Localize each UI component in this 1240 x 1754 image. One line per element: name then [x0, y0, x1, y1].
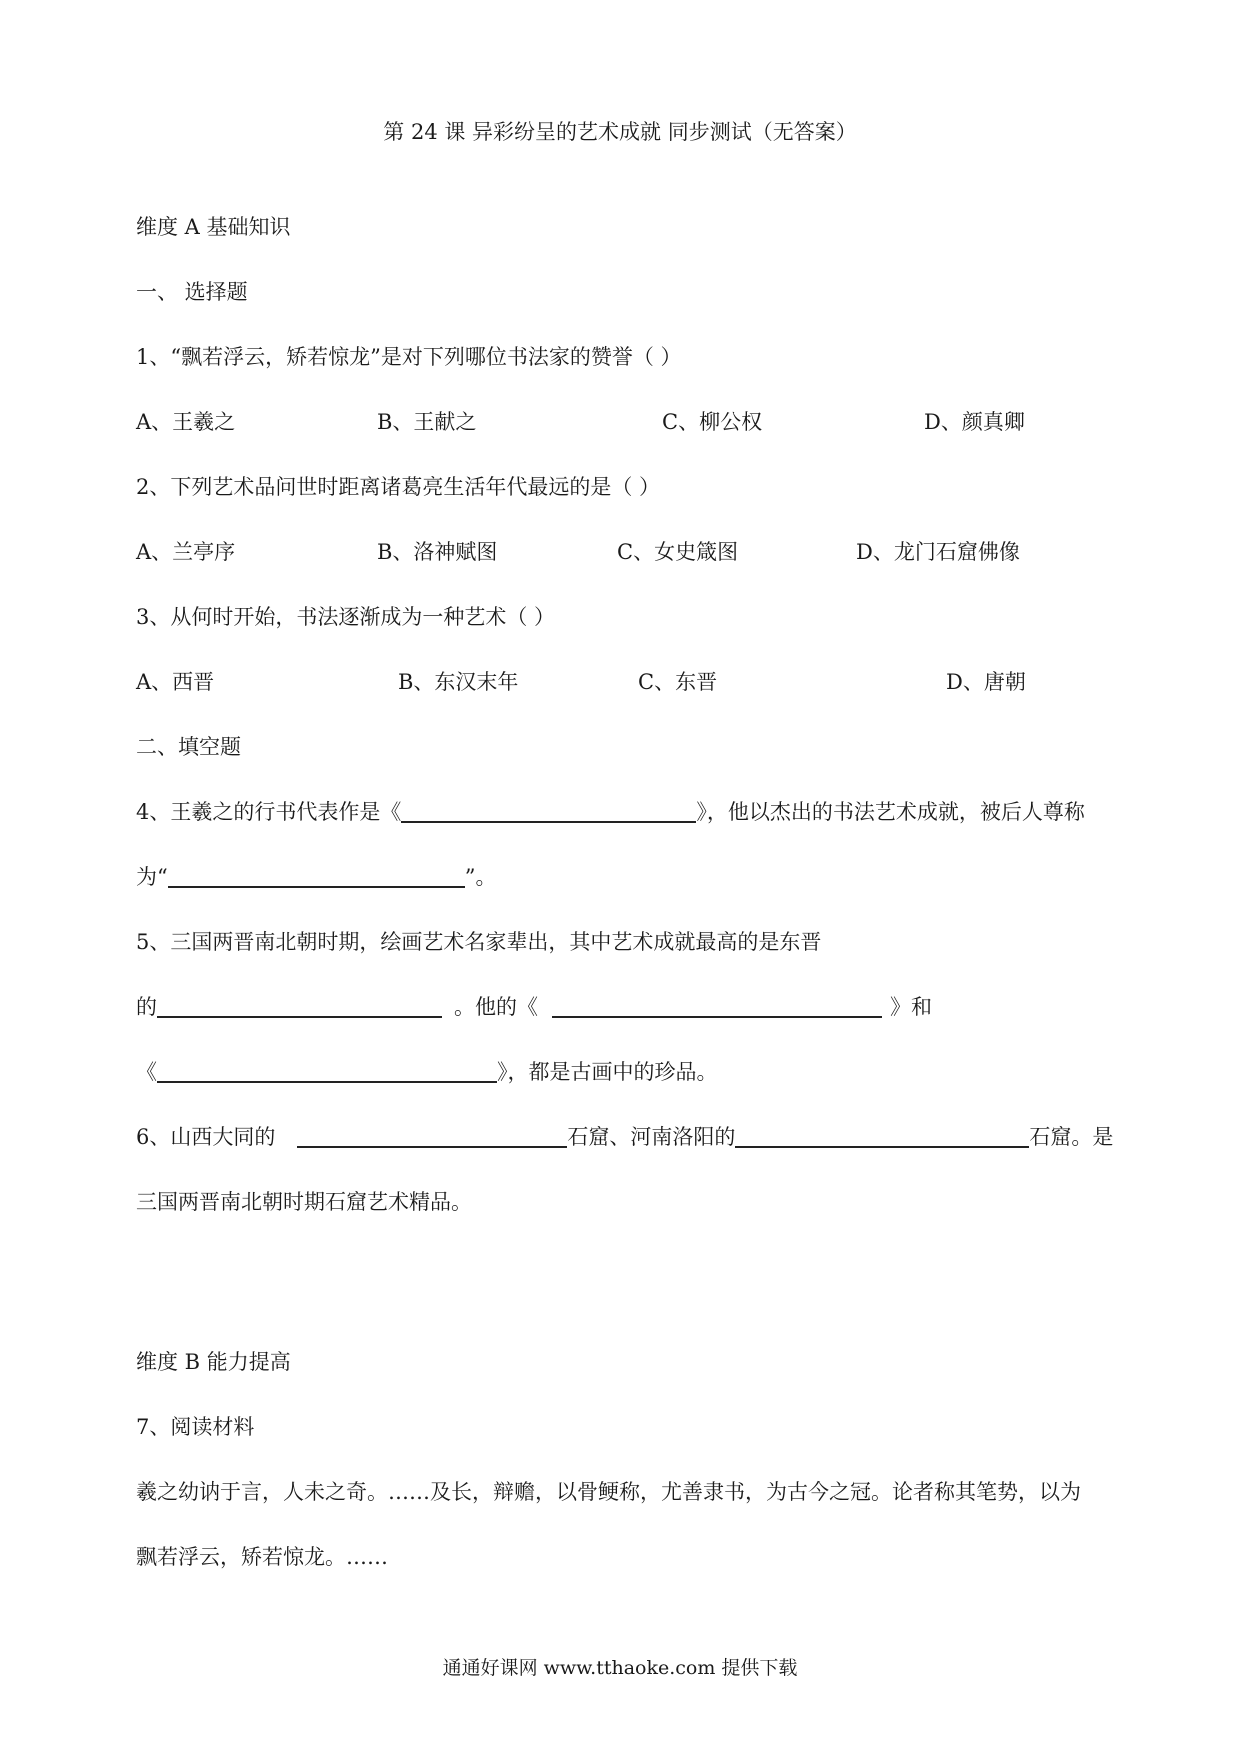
question-5-line-1: 5、三国两晋南北朝时期，绘画艺术名家辈出，其中艺术成就最高的是东晋 [136, 930, 822, 954]
q3-option-d: D、唐朝 [946, 670, 1026, 694]
question-1-options [136, 407, 1036, 437]
q5-blank-1[interactable] [157, 994, 442, 1018]
q3-option-b: B、东汉末年 [398, 670, 519, 694]
q1-option-c: C、柳公权 [662, 410, 763, 434]
q1-option-d: D、颜真卿 [924, 410, 1025, 434]
q6-text-b: 石窟、河南洛阳的 [567, 1125, 736, 1149]
question-3-stem: 3、从何时开始，书法逐渐成为一种艺术（ ） [136, 605, 556, 629]
q4-text-a: 4、王羲之的行书代表作是《 [136, 800, 402, 824]
question-3-options [136, 667, 1036, 697]
q4-text-b: 》，他以杰出的书法艺术成就，被后人尊称 [696, 800, 1085, 824]
question-5-line-3 [136, 1057, 718, 1087]
q4-blank-1[interactable] [401, 799, 696, 823]
q6-blank-2[interactable] [735, 1124, 1029, 1148]
q5-text-f: 》，都是古画中的珍品。 [497, 1060, 718, 1084]
question-1-stem: 1、“飘若浮云，矫若惊龙”是对下列哪位书法家的赞誉（ ） [136, 345, 682, 369]
q1-option-a: A、王羲之 [136, 410, 236, 434]
section-b-heading: 维度 B 能力提高 [136, 1350, 291, 1374]
part-2-heading: 二、填空题 [136, 735, 241, 759]
q6-text-c: 石窟。是 [1029, 1125, 1114, 1149]
part-1-heading: 一、 选择题 [136, 280, 248, 304]
section-a-heading: 维度 A 基础知识 [136, 215, 291, 239]
q5-blank-2[interactable] [552, 994, 882, 1018]
q1-option-b: B、王献之 [377, 410, 477, 434]
q2-option-a: A、兰亭序 [136, 540, 236, 564]
question-7-heading: 7、阅读材料 [136, 1415, 255, 1439]
q5-text-b: 的 [136, 995, 157, 1019]
q5-blank-3[interactable] [157, 1059, 497, 1083]
question-4-line-1 [136, 797, 1085, 827]
q3-option-a: A、西晋 [136, 670, 215, 694]
question-6-line-1 [136, 1122, 1113, 1152]
q5-text-d: 》和 [890, 995, 932, 1019]
q3-option-c: C、东晋 [638, 670, 718, 694]
q6-text-a: 6、山西大同的 [136, 1125, 276, 1149]
question-2-options [136, 537, 1036, 567]
q5-text-c: 。他的《 [454, 995, 538, 1019]
material-line-2: 飘若浮云，矫若惊龙。…… [136, 1545, 388, 1569]
q2-option-b: B、洛神赋图 [377, 540, 498, 564]
question-2-stem: 2、下列艺术品问世时距离诸葛亮生活年代最远的是（ ） [136, 475, 661, 499]
material-line-1: 羲之幼讷于言，人未之奇。……及长，辩赡，以骨鲠称，尤善隶书，为古今之冠。论者称其笔势，以为 [136, 1480, 1081, 1504]
q2-option-d: D、龙门石窟佛像 [856, 540, 1020, 564]
q4-text-d: ”。 [464, 865, 497, 889]
q6-blank-1[interactable] [297, 1124, 567, 1148]
page-footer: 通通好课网 www.tthaoke.com 提供下载 [442, 1657, 798, 1679]
q5-text-e: 《 [136, 1060, 157, 1084]
page-title: 第 24 课 异彩纷呈的艺术成就 同步测试（无答案） [383, 120, 857, 144]
q4-blank-2[interactable] [168, 864, 465, 888]
question-6-line-2: 三国两晋南北朝时期石窟艺术精品。 [136, 1190, 472, 1214]
question-4-line-2 [136, 862, 497, 892]
q2-option-c: C、女史箴图 [617, 540, 739, 564]
q4-text-c: 为“ [136, 865, 168, 889]
question-5-line-2 [136, 992, 932, 1022]
